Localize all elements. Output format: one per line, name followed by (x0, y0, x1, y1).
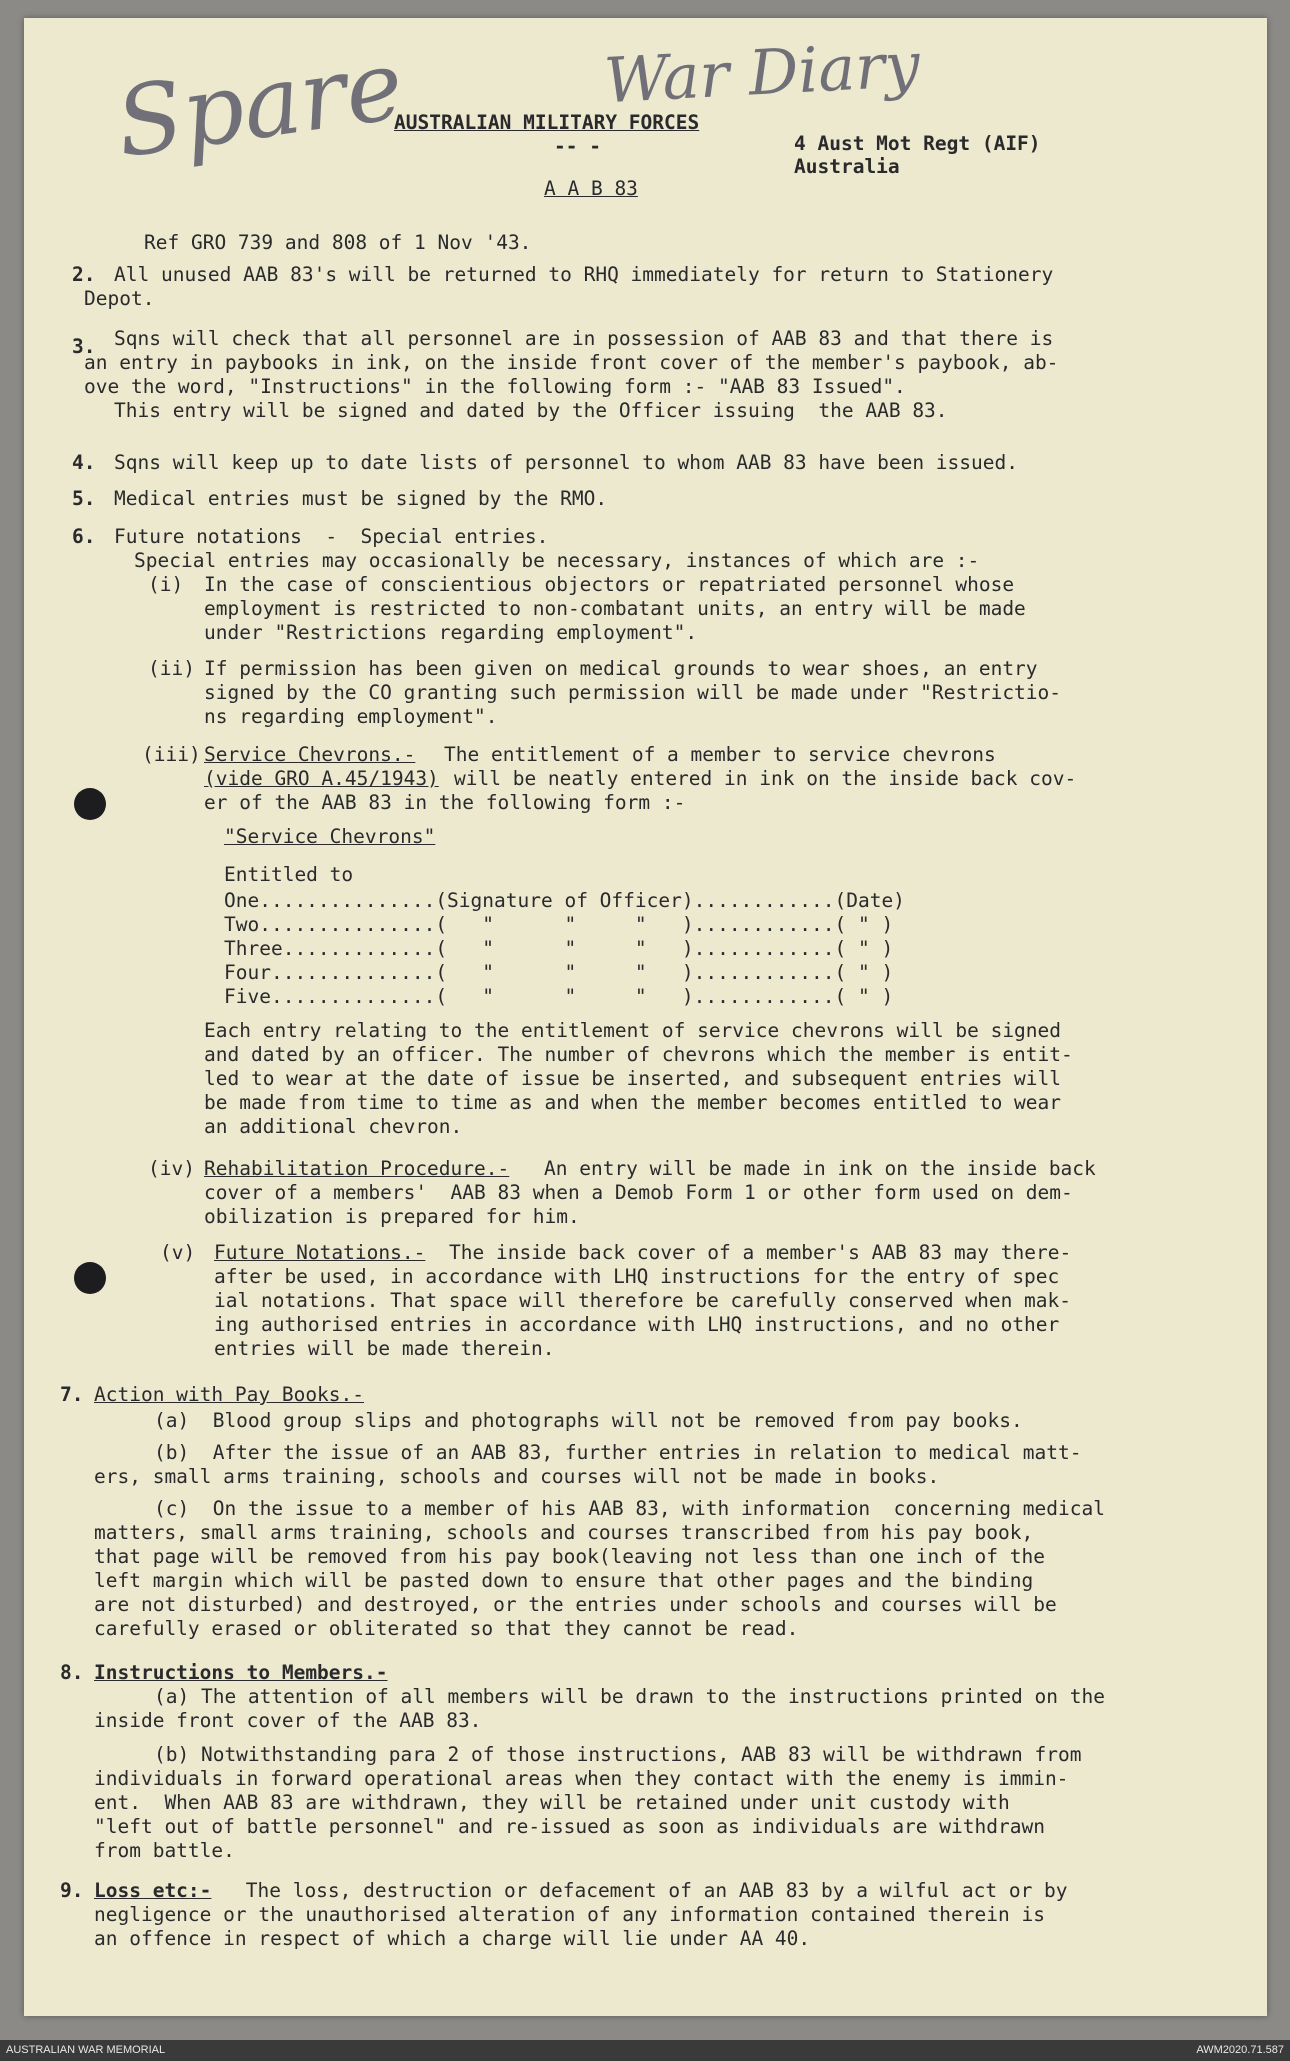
para-6-number: 6. (72, 525, 96, 548)
para-8-line: inside front cover of the AAB 83. (94, 1709, 482, 1732)
item-iii-paragraph: an additional chevron. (204, 1115, 463, 1138)
header-title: AUSTRALIAN MILITARY FORCES (394, 111, 700, 134)
para-8-line: individuals in forward operational areas when they contact with the enemy is immin- (94, 1767, 1069, 1790)
para-9-number: 9. (60, 1879, 84, 1902)
item-iii-heading: Service Chevrons.- (204, 743, 416, 766)
unit-location: Australia (794, 155, 900, 178)
para-2-line: All unused AAB 83's will be returned to RHQ immediately for return to Stationery (114, 263, 1054, 286)
para-8-line: from battle. (94, 1839, 235, 1862)
para-8-line: (b) Notwithstanding para 2 of those instructions, AAB 83 will be withdrawn from (154, 1743, 1082, 1766)
para-7-line: ers, small arms training, schools and courses will not be made in books. (94, 1465, 940, 1488)
chevron-form-row: Two...............( " " " )............( " ) (224, 913, 894, 936)
item-i-line: In the case of conscientious objectors or repatriated personnel whose (204, 573, 1015, 596)
item-i-line: under "Restrictions regarding employment". (204, 621, 698, 644)
item-iv-line: cover of a members' AAB 83 when a Demob Form 1 or other form used on dem- (204, 1181, 1073, 1204)
para-7-line: (b) After the issue of an AAB 83, further entries in relation to medical matt- (154, 1441, 1082, 1464)
handwritten-war-diary: War Diary (602, 27, 922, 118)
item-iii-line: The entitlement of a member to service chevrons (444, 743, 996, 766)
para-2-number: 2. (72, 263, 96, 286)
para-3-line: ove the word, "Instructions" in the following form :- "AAB 83 Issued". (84, 375, 906, 398)
para-4-number: 4. (72, 451, 96, 474)
item-iii-reference: (vide GRO A.45/1943) (204, 767, 439, 790)
para-8-heading: Instructions to Members.- (94, 1661, 388, 1684)
item-iv-line: obilization is prepared for him. (204, 1205, 580, 1228)
item-ii-line: If permission has been given on medical grounds to wear shoes, an entry (204, 657, 1038, 680)
item-iii-paragraph: Each entry relating to the entitlement of service chevrons will be signed (204, 1019, 1062, 1042)
item-iv-line: An entry will be made in ink on the inside back (544, 1157, 1096, 1180)
item-v-line: The inside back cover of a member's AAB 83 may there- (449, 1241, 1072, 1264)
item-v-line: ing authorised entries in accordance with LHQ instructions, and no other (214, 1313, 1060, 1336)
para-8-line: ent. When AAB 83 are withdrawn, they will be retained under unit custody with (94, 1791, 1010, 1814)
para-2-line: Depot. (84, 287, 155, 310)
item-iii-line: er of the AAB 83 in the following form :- (204, 791, 686, 814)
para-7-line: that page will be removed from his pay book(leaving not less than one inch of the (94, 1545, 1045, 1568)
footer-reference: AWM2020.71.587 (1196, 2044, 1284, 2056)
handwritten-spare: Spare (109, 28, 410, 180)
para-7-line: (c) On the issue to a member of his AAB 83, with information concerning medical (154, 1497, 1105, 1520)
para-9-heading: Loss etc:- (94, 1879, 212, 1902)
chevron-form-row: One...............(Signature of Officer)............(Date) (224, 889, 905, 912)
item-i-line: employment is restricted to non-combatant units, an entry will be made (204, 597, 1026, 620)
para-3-line: an entry in paybooks in ink, on the inside front cover of the member's paybook, ab- (84, 351, 1059, 374)
item-v-number: (v) (160, 1241, 196, 1264)
para-3-line: Sqns will check that all personnel are in possession of AAB 83 and that there is (114, 327, 1054, 350)
para-6-heading: Future notations - Special entries. (114, 525, 549, 548)
para-5-line: Medical entries must be signed by the RMO. (114, 487, 608, 510)
para-3-number: 3. (72, 335, 96, 358)
para-4-line: Sqns will keep up to date lists of personnel to whom AAB 83 have been issued. (114, 451, 1018, 474)
para-7-line: matters, small arms training, schools and courses transcribed from his pay book, (94, 1521, 1034, 1544)
form-number: A A B 83 (544, 177, 638, 200)
chevron-form-row: Five..............( " " " )............( " ) (224, 985, 894, 1008)
chevron-form-entitled: Entitled to (224, 863, 354, 886)
item-iii-line: will be neatly entered in ink on the inside back cov- (454, 767, 1077, 790)
para-9-line: negligence or the unauthorised alteration of any information contained therein is (94, 1903, 1045, 1926)
footer-source: AUSTRALIAN WAR MEMORIAL (6, 2044, 166, 2056)
unit-name: 4 Aust Mot Regt (AIF) (794, 132, 1041, 155)
document-page (24, 18, 1267, 2016)
item-v-line: entries will be made therein. (214, 1337, 555, 1360)
para-7-line: (a) Blood group slips and photographs will not be removed from pay books. (154, 1409, 1023, 1432)
punch-hole-lower (74, 1262, 106, 1294)
reference-line: Ref GRO 739 and 808 of 1 Nov '43. (144, 231, 532, 254)
item-ii-number: (ii) (148, 657, 195, 680)
item-ii-line: ns regarding employment". (204, 705, 498, 728)
para-7-line: carefully erased or obliterated so that they cannot be read. (94, 1617, 799, 1640)
para-3-line: This entry will be signed and dated by the Officer issuing the AAB 83. (114, 399, 948, 422)
archive-footer (0, 2040, 1290, 2061)
para-7-line: are not disturbed) and destroyed, or the entries under schools and courses will be (94, 1593, 1057, 1616)
chevron-form-row: Four..............( " " " )............( " ) (224, 961, 894, 984)
item-v-heading: Future Notations.- (214, 1241, 426, 1264)
item-iii-paragraph: be made from time to time as and when the member becomes entitled to wear (204, 1091, 1062, 1114)
item-v-line: ial notations. That space will therefore be carefully conserved when mak- (214, 1289, 1072, 1312)
para-9-line: an offence in respect of which a charge will lie under AA 40. (94, 1927, 811, 1950)
item-v-line: after be used, in accordance with LHQ instructions for the entry of spec (214, 1265, 1060, 1288)
item-iv-heading: Rehabilitation Procedure.- (204, 1157, 510, 1180)
item-ii-line: signed by the CO granting such permission will be made under "Restrictio- (204, 681, 1062, 704)
para-6-intro: Special entries may occasionally be necessary, instances of which are :- (134, 549, 980, 572)
item-iii-number: (iii) (142, 743, 201, 766)
para-5-number: 5. (72, 487, 96, 510)
punch-hole-upper (74, 788, 106, 820)
para-9-line: The loss, destruction or defacement of an AAB 83 by a wilful act or by (234, 1879, 1068, 1902)
item-iii-paragraph: and dated by an officer. The number of chevrons which the member is entit- (204, 1043, 1073, 1066)
para-7-heading: Action with Pay Books.- (94, 1383, 365, 1406)
para-7-line: left margin which will be pasted down to ensure that other pages and the binding (94, 1569, 1034, 1592)
item-i-number: (i) (148, 573, 184, 596)
item-iv-number: (iv) (148, 1157, 195, 1180)
chevron-form-title: "Service Chevrons" (224, 825, 436, 848)
header-dash: -- - (554, 135, 601, 158)
item-iii-paragraph: led to wear at the date of issue be inserted, and subsequent entries will (204, 1067, 1062, 1090)
para-8-number: 8. (60, 1661, 84, 1684)
para-7-number: 7. (60, 1383, 84, 1406)
chevron-form-row: Three.............( " " " )............( " ) (224, 937, 894, 960)
para-8-line: (a) The attention of all members will be drawn to the instructions printed on the (154, 1685, 1105, 1708)
para-8-line: "left out of battle personnel" and re-issued as soon as individuals are withdrawn (94, 1815, 1045, 1838)
